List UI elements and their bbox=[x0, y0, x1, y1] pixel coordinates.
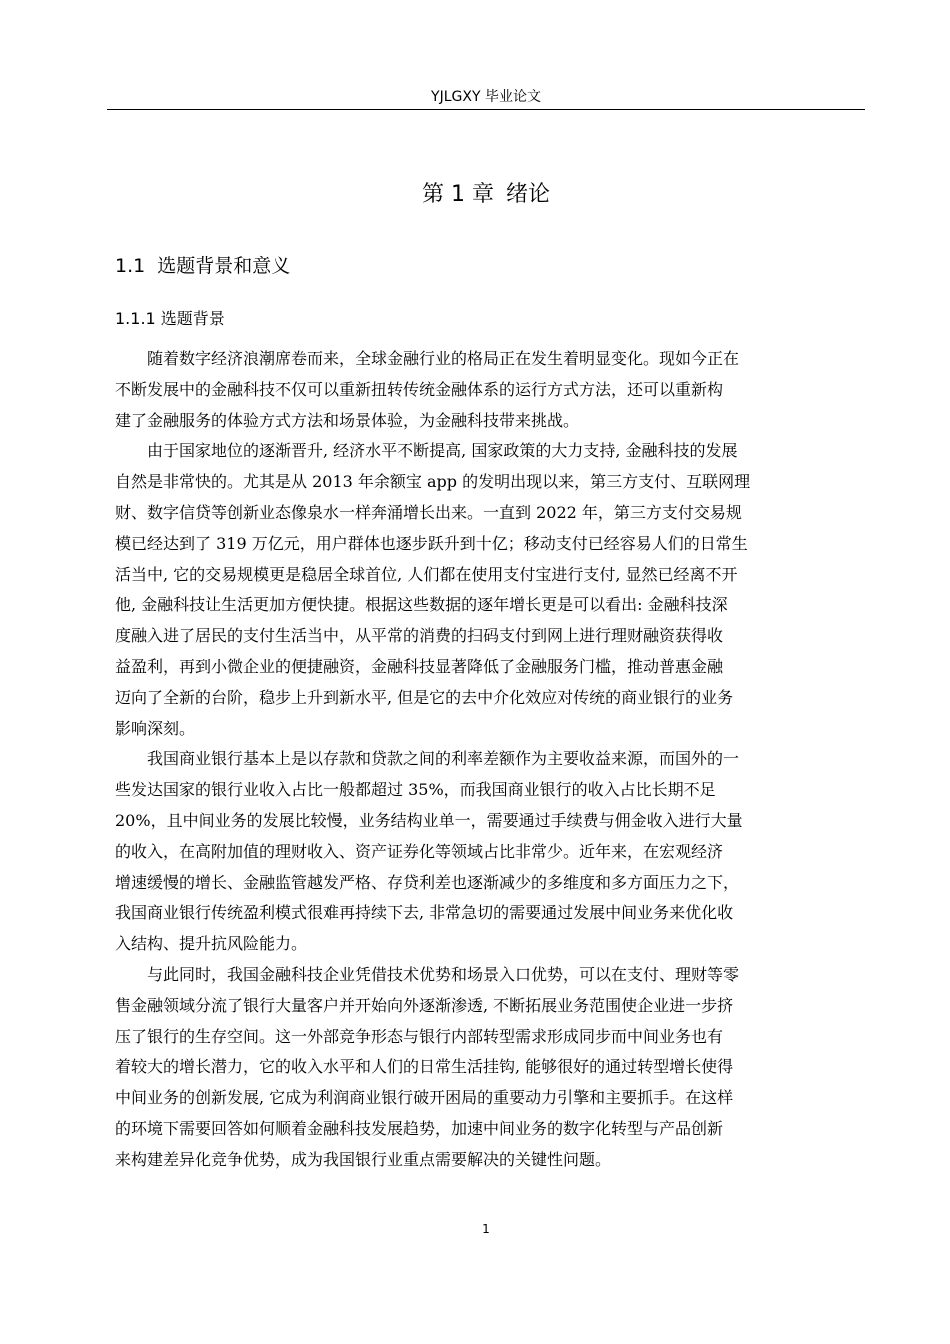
section-heading bbox=[115, 251, 290, 281]
paragraph-line: 我国商业银行传统盈利模式很难再持续下去, 非常急切的需要通过发展中间业务来优化收 bbox=[115, 903, 734, 923]
subsection-heading bbox=[115, 305, 225, 333]
paragraph-line: 的环境下需要回答如何顺着金融科技发展趋势，加速中间业务的数字化转型与产品创新 bbox=[115, 1118, 724, 1138]
paragraph-line: 他, 金融科技让生活更加方便快捷。根据这些数据的逐年增长更是可以看出: 金融科技深 bbox=[115, 595, 728, 615]
chapter-name: 绪论 bbox=[505, 182, 550, 207]
paragraph-line: 压了银行的生存空间。这一外部竞争形态与银行内部转型需求形成同步而中间业务也有 bbox=[115, 1026, 724, 1046]
paragraph-line: 着较大的增长潜力，它的收入水平和人们的日常生活挂钩, 能够很好的通过转型增长使得 bbox=[115, 1057, 734, 1077]
paragraph-line: 随着数字经济浪潮席卷而来，全球金融行业的格局正在发生着明显变化。现如今正在 bbox=[147, 349, 740, 368]
paragraph-line: 入结构、提升抗风险能力。 bbox=[115, 934, 308, 954]
paragraph-line: 益盈利，再到小微企业的便捷融资，金融科技显著降低了金融服务门槛，推动普惠金融 bbox=[115, 656, 724, 676]
paragraph-line: 由于国家地位的逐渐晋升, 经济水平不断提高, 国家政策的大力支持, 金融科技的发展 bbox=[147, 441, 738, 461]
paragraph-line: 财、数字信贷等创新业态像泉水一样奔涌增长出来。一直到 2022 年，第三方支付交易规 bbox=[115, 502, 742, 522]
paragraph-line: 迈向了全新的台阶，稳步上升到新水平, 但是它的去中介化效应对传统的商业银行的业务 bbox=[115, 687, 734, 707]
paragraph-line: 不断发展中的金融科技不仅可以重新扭转传统金融体系的运行方式方法，还可以重新构 bbox=[115, 379, 724, 399]
paragraph-line: 增速缓慢的增长、金融监管越发严格、存贷利差也逐渐减少的多维度和多方面压力之下， bbox=[115, 872, 740, 892]
paragraph-line: 活当中, 它的交易规模更是稳居全球首位, 人们都在使用支付宝进行支付, 显然已经离不开 bbox=[115, 564, 738, 584]
paragraph-line: 影响深刻。 bbox=[115, 718, 196, 738]
chapter-number: 第 1 章 bbox=[422, 182, 494, 207]
paragraph-line: 售金融领域分流了银行大量客户并开始向外逐渐渗透, 不断拓展业务范围使企业进一步挤 bbox=[115, 995, 734, 1015]
body-text bbox=[115, 344, 865, 1176]
chapter-title bbox=[107, 178, 865, 212]
header-rule bbox=[107, 109, 865, 110]
subsection-title: 选题背景 bbox=[160, 309, 225, 328]
paragraph-line: 我国商业银行基本上是以存款和贷款之间的利率差额作为主要收益来源，而国外的一 bbox=[147, 749, 740, 769]
paragraph-line: 度融入进了居民的支付生活当中，从平常的消费的扫码支付到网上进行理财融资获得收 bbox=[115, 626, 724, 646]
section-number: 1.1 bbox=[115, 255, 146, 277]
paragraph-line: 20%，且中间业务的发展比较慢，业务结构业单一，需要通过手续费与佣金收入进行大量 bbox=[115, 810, 743, 830]
page-number: 1 bbox=[482, 1222, 490, 1236]
paragraph-line: 些发达国家的银行业收入占比一般都超过 35%，而我国商业银行的收入占比长期不足 bbox=[115, 780, 716, 800]
paragraph-line: 来构建差异化竞争优势，成为我国银行业重点需要解决的关键性问题。 bbox=[115, 1149, 612, 1169]
paragraph-line: 与此同时，我国金融科技企业凭借技术优势和场景入口优势，可以在支付、理财等零 bbox=[147, 964, 740, 984]
subsection-number: 1.1.1 bbox=[115, 309, 156, 328]
section-title: 选题背景和意义 bbox=[157, 255, 291, 277]
paragraph-line: 模已经达到了 319 万亿元，用户群体也逐步跃升到十亿；移动支付已经容易人们的日常生 bbox=[115, 533, 748, 553]
page-header: YJLGXY 毕业论文 bbox=[431, 89, 541, 105]
paragraph-line: 自然是非常快的。尤其是从 2013 年余额宝 app 的发明出现以来，第三方支付、互联网理 bbox=[115, 472, 751, 492]
paragraph-line: 的收入，在高附加值的理财收入、资产证券化等领域占比非常少。近年来，在宏观经济 bbox=[115, 841, 724, 861]
paragraph-line: 建了金融服务的体验方式方法和场景体验，为金融科技带来挑战。 bbox=[115, 410, 580, 430]
paragraph-line: 中间业务的创新发展, 它成为利润商业银行破开困局的重要动力引擎和主要抓手。在这样 bbox=[115, 1088, 734, 1108]
